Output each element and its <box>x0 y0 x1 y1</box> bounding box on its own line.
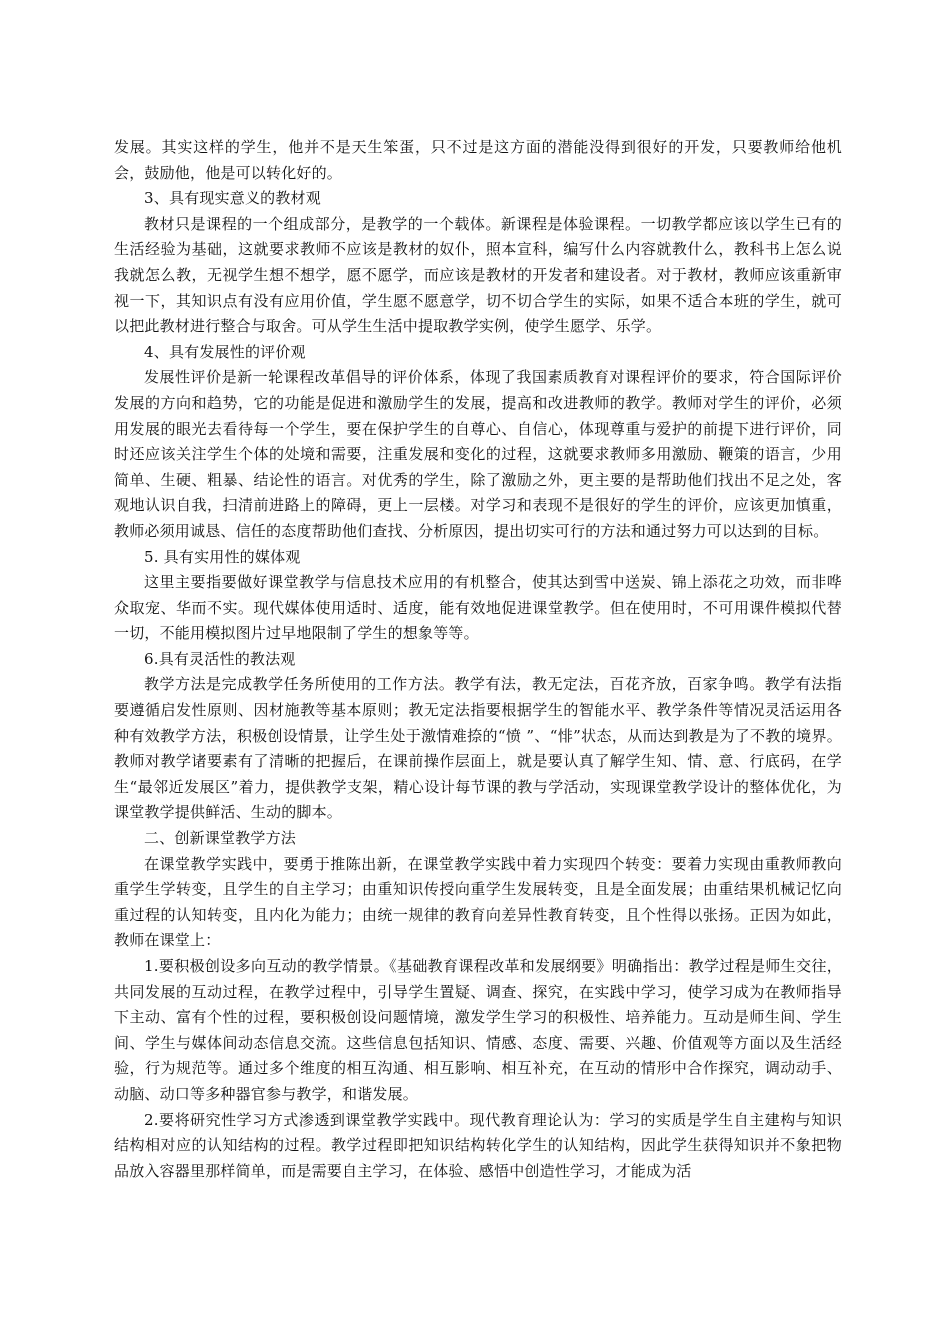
paragraph-continued: 发展。其实这样的学生，他并不是天生笨蛋，只不过是这方面的潜能没得到很好的开发，只要教师给他机会，鼓励他，他是可以转化好的。 <box>114 138 842 182</box>
heading-innovate-methods: 二、创新课堂教学方法 <box>144 829 297 848</box>
paragraph-research-learning: 2.要将研究性学习方式渗透到课堂教学实践中。现代教育理论认为：学习的实质是学生自主建构与知识结构相对应的认知结构的过程。教学过程即把知识结构转化学生的认知结构，因此学生获得知识并不象把物品放入容器里那样简单，而是需要自主学习，在体验、感悟中创造性学习，才能成为活 <box>114 1110 842 1180</box>
paragraph-four-transformations: 在课堂教学实践中，要勇于推陈出新，在课堂教学实践中着力实现四个转变：要着力实现由重教师教向重学生学转变，且学生的自主学习；由重知识传授向重学生发展转变，且是全面发展；由重结果机械记忆向重过程的认知转变，且内化为能力；由统一规律的教育向差异性教育转变，且个性得以张扬。正因为如此，教师在课堂上： <box>114 854 842 950</box>
paragraph-evaluation-view: 发展性评价是新一轮课程改革倡导的评价体系，体现了我国素质教育对课程评价的要求，符合国际评价发展的方向和趋势，它的功能是促进和激励学生的发展，提高和改进教师的教学。教师对学生的评价，必须用发展的眼光去看待每一个学生，要在保护学生的自尊心、自信心，体现尊重与爱护的前提下进行评价，同时还应该关注学生个体的处境和需要，注重发展和变化的过程，这就要求教师多用激励、鞭策的语言，少用简单、生硬、粗暴、结论性的语言。对优秀的学生，除了激励之外，更主要的是帮助他们找出不足之处，客观地认识自我，扫清前进路上的障碍，更上一层楼。对学习和表现不是很好的学生的评价，应该更加慎重，教师必须用诚恳、信任的态度帮助他们查找、分析原因，提出切实可行的方法和通过努力可以达到的目标。 <box>114 368 842 540</box>
heading-textbook-view: 3、具有现实意义的教材观 <box>144 189 321 208</box>
heading-teaching-method-view: 6.具有灵活性的教法观 <box>144 649 296 668</box>
paragraph-textbook-view: 教材只是课程的一个组成部分，是教学的一个载体。新课程是体验课程。一切教学都应该以学生已有的生活经验为基础，这就要求教师不应该是教材的奴仆，照本宣科，编写什么内容就教什么，教科书上怎么说我就怎么教，无视学生想不想学，愿不愿学，而应该是教材的开发者和建设者。对于教材，教师应该重新审视一下，其知识点有没有应用价值，学生愿不愿意学，切不切合学生的实际，如果不适合本班的学生，就可以把此教材进行整合与取舍。可从学生生活中提取教学实例，使学生愿学、乐学。 <box>114 214 842 336</box>
heading-evaluation-view: 4、具有发展性的评价观 <box>144 342 306 361</box>
document-page <box>114 135 842 1184</box>
heading-media-view: 5. 具有实用性的媒体观 <box>144 547 301 566</box>
paragraph-interactive-scenarios: 1.要积极创设多向互动的教学情景。《基础教育课程改革和发展纲要》明确指出：教学过程是师生交往，共同发展的互动过程，在教学过程中，引导学生置疑、调查、探究，在实践中学习，使学习成为在教师指导下主动、富有个性的过程，要积极创设问题情境，激发学生学习的积极性、培养能力。互动是师生间、学生间、学生与媒体间动态信息交流。这些信息包括知识、情感、态度、需要、兴趣、价值观等方面以及生活经验，行为规范等。通过多个维度的相互沟通、相互影响、相互补充，在互动的情形中合作探究，调动动手、动脑、动口等多种器官参与教学，和谐发展。 <box>114 957 842 1103</box>
paragraph-media-view: 这里主要指要做好课堂教学与信息技术应用的有机整合，使其达到雪中送炭、锦上添花之功效，而非哗众取宠、华而不实。现代媒体使用适时、适度，能有效地促进课堂教学。但在使用时，不可用课件模拟代替一切，不能用模拟图片过早地限制了学生的想象等等。 <box>114 573 842 643</box>
paragraph-teaching-method-view: 教学方法是完成教学任务所使用的工作方法。教学有法，教无定法，百花齐放，百家争鸣。教学有法指要遵循启发性原则、因材施教等基本原则；教无定法指要根据学生的智能水平、教学条件等情况灵活运用各种有效教学方法，积极创设情景，让学生处于激情难捺的“愤 ”、“悱”状态，从而达到教是为了不教的境界。教师对教学诸要素有了清晰的把握后，在课前操作层面上，就是要认真了解学生知、情、意、行底码，在学生“最邻近发展区”着力，提供教学支架，精心设计每节课的教与学活动，实现课堂教学设计的整体优化，为课堂教学提供鲜活、生动的脚本。 <box>114 675 842 822</box>
